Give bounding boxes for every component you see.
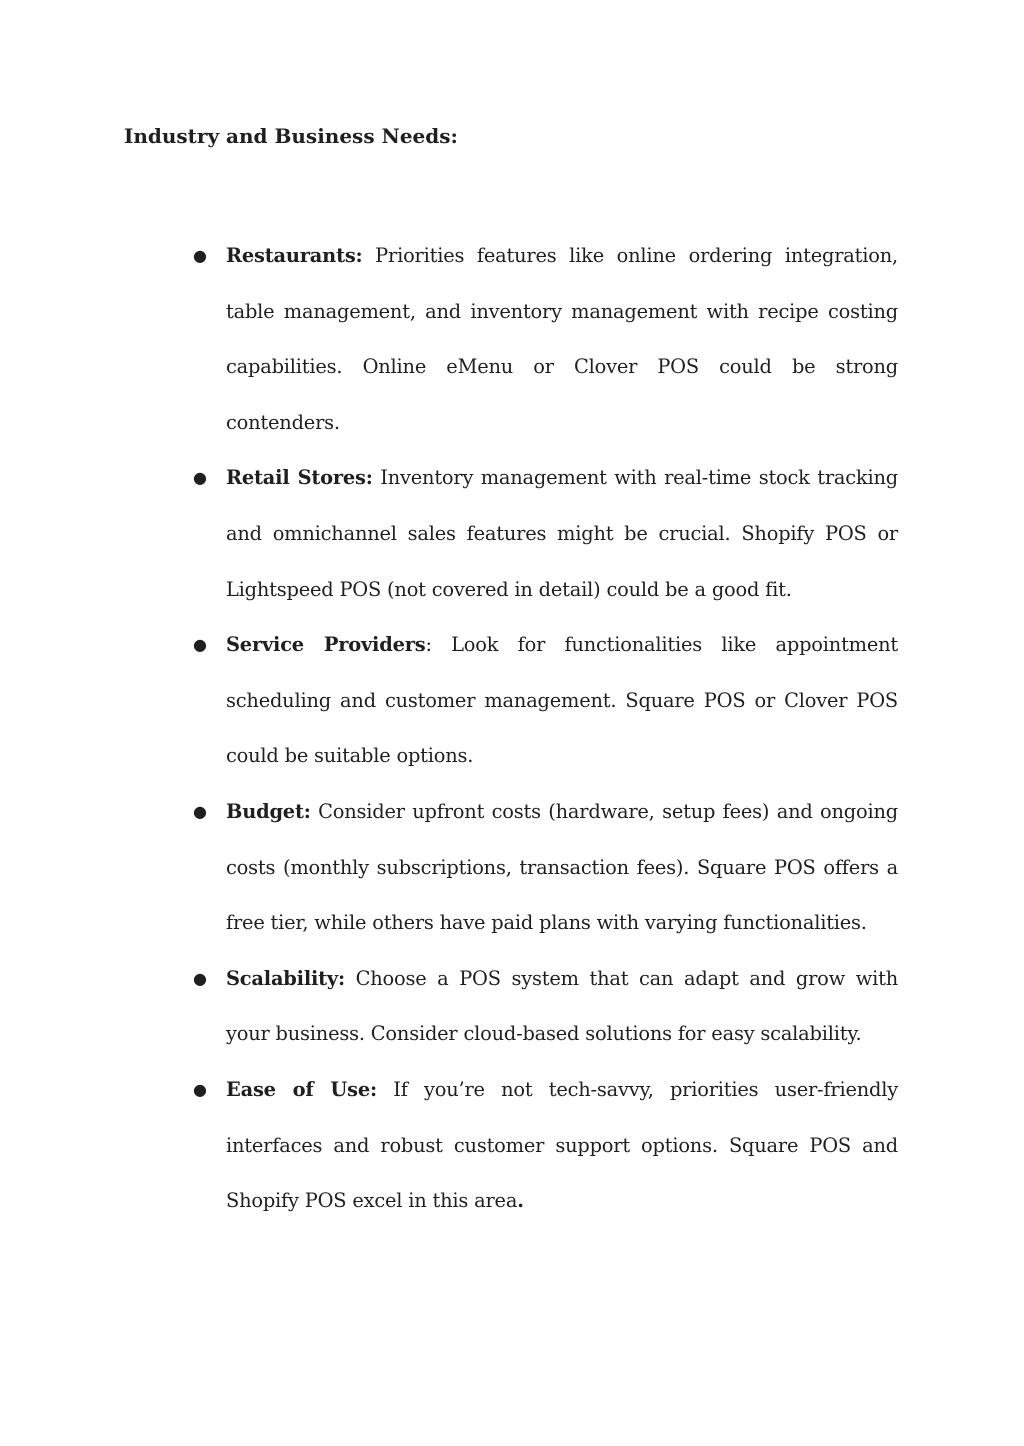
bullet-icon: ● (193, 246, 207, 265)
section-heading: Industry and Business Needs: (124, 124, 458, 148)
list-item-service-providers (193, 617, 899, 784)
item-trailing-period: . (517, 1189, 524, 1213)
item-term: Retail Stores: (226, 466, 373, 490)
item-text: : Look for functionalities like appointment scheduling and customer management. Square POS or Clover POS could be suitable options. (226, 633, 899, 768)
bullet-icon: ● (193, 468, 207, 488)
item-term: Ease of Use: (226, 1077, 377, 1101)
needs-list (193, 228, 899, 1229)
item-text: If you’re not tech-savvy, priorities user-friendly interfaces and robust customer support options. Square POS and Shopify POS excel in this area (226, 1077, 898, 1213)
item-text: Choose a POS system that can adapt and grow with your business. Consider cloud-based solutions for easy scalability. (226, 966, 898, 1046)
item-term: Budget: (226, 799, 311, 823)
bullet-icon: ● (193, 801, 207, 821)
list-item-retail-stores (193, 450, 898, 617)
bullet-icon: ● (193, 1079, 207, 1099)
item-text: Inventory management with real-time stock tracking and omnichannel sales features might be crucial. Shopify POS or Lightspeed POS (not covered in detail) could be a good fit. (226, 466, 898, 601)
item-text: Consider upfront costs (hardware, setup fees) and ongoing costs (monthly subscriptions, transaction fees). Square POS offers a free tier, while others have paid plans with varying functionalities. (226, 799, 898, 935)
item-term: Restaurants: (226, 244, 363, 267)
bullet-icon: ● (193, 968, 207, 988)
list-item-budget (193, 784, 898, 951)
item-term: Scalability: (226, 966, 345, 990)
list-item-restaurants (193, 228, 898, 450)
item-text: Priorities features like online ordering integration, table management, and inventory management with recipe costing capabilities. Online eMenu or Clover POS could be strong contenders. (226, 244, 898, 434)
bullet-icon: ● (193, 635, 207, 655)
list-item-scalability (193, 951, 898, 1062)
list-item-ease-of-use (193, 1062, 898, 1229)
item-term: Service Providers (226, 633, 426, 657)
